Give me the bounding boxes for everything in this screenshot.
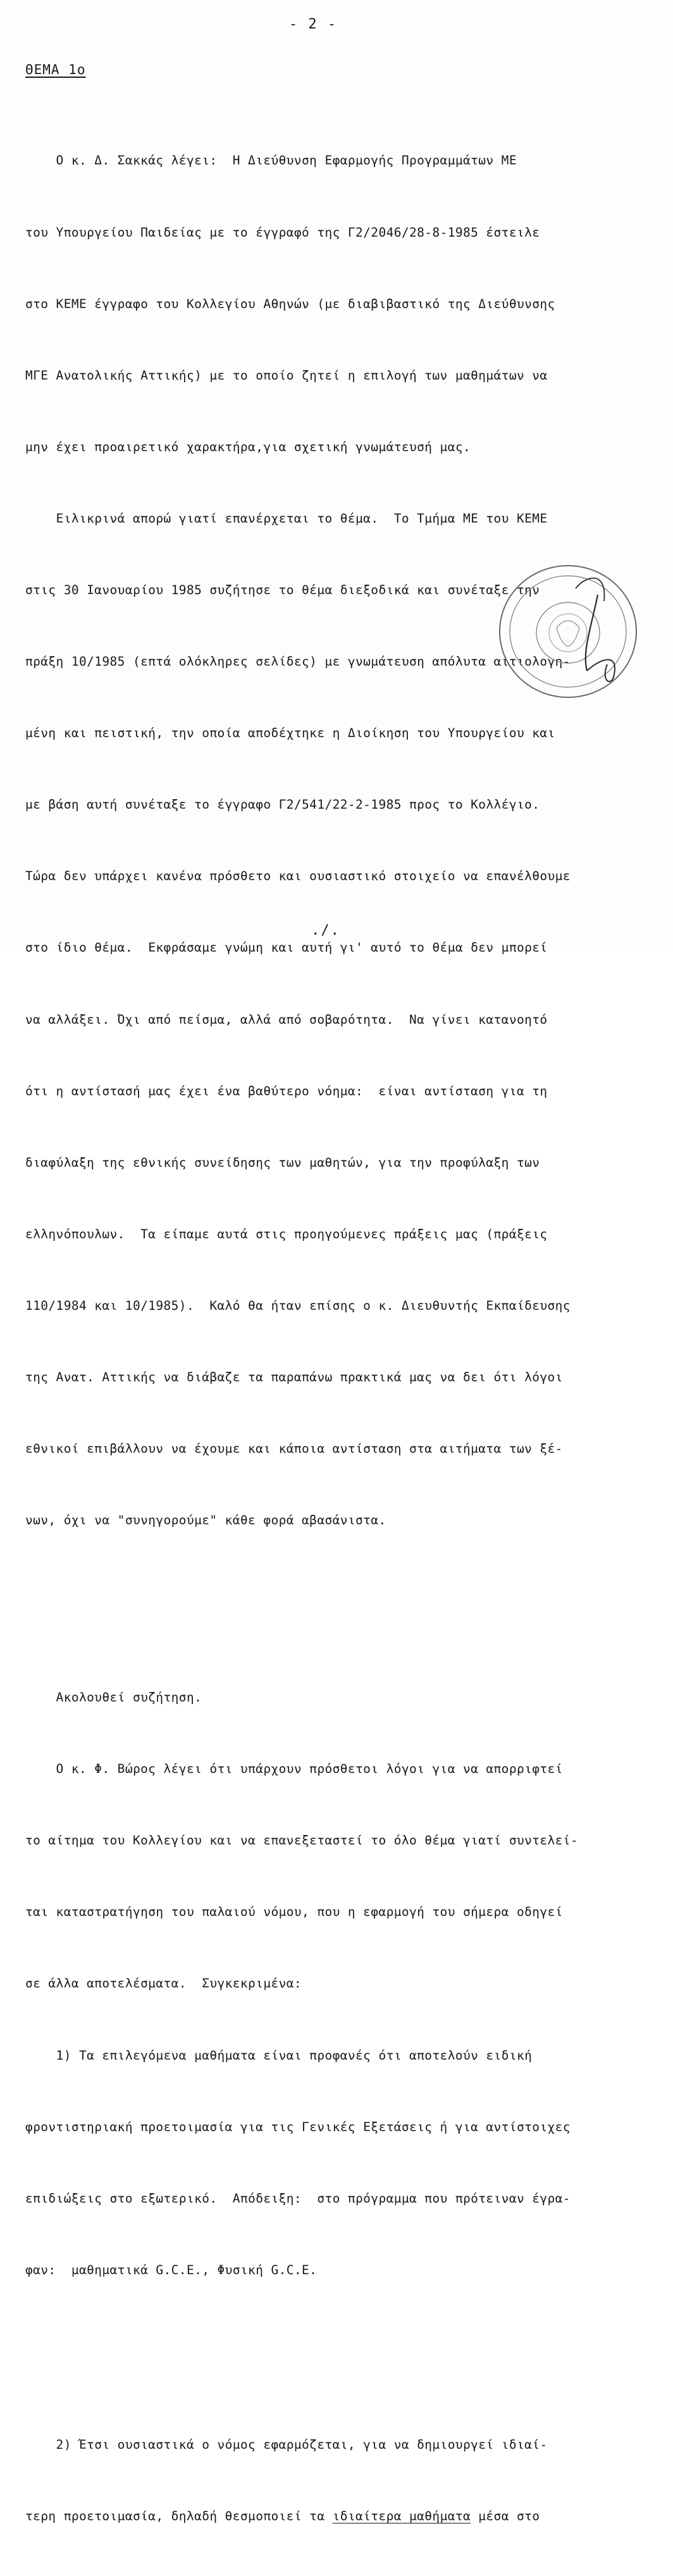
text-line: πράξη 10/1985 (επτά ολόκληρες σελίδες) με γνωμάτευση απόλυτα αιτιολογη- [25,654,571,669]
text-line: Ο κ. Δ. Σακκάς λέγει: Η Διεύθυνση Εφαρμογής Προγραμμάτων ΜΕ [25,153,517,168]
text-line: εθνικοί επιβάλλουν να έχουμε και κάποια αντίσταση στα αιτήματα των ξέ- [25,1441,563,1457]
text-line: 110/1984 και 10/1985). Καλό θα ήταν επίσης ο κ. Διευθυντής Εκπαίδευσης [25,1298,571,1313]
text-line: διαφύλαξη της εθνικής συνείδησης των μαθητών, για την προφύλαξη των [25,1155,540,1170]
text-line-last [25,2504,651,2529]
text-line: ότι η αντίστασή μας έχει ένα βαθύτερο νόημα: είναι αντίσταση για τη [25,1083,548,1098]
continuation-mark: ./. [311,923,340,938]
text-line: φροντιστηριακή προετοιμασία για τις Γενικές Εξετάσεις ή για αντίστοιχες [25,2119,571,2134]
text-line: της Ανατ. Αττικής να διάβαζε τα παραπάνω πρακτικά μας να δει ότι λόγοι [25,1370,563,1384]
text-line: φαν: μαθηματικά G.C.E., Φυσική G.C.E. [25,2262,318,2277]
text-line: σε άλλα αποτελέσματα. Συγκεκριμένα: [25,1976,302,1991]
text-line: στο ίδιο θέμα. Εκφράσαμε γνώμη και αυτή γι' αυτό το θέμα δεν μπορεί [25,940,548,955]
text-line: με βάση αυτή συνέταξε το έγγραφο Γ2/541/22-2-1985 προς το Κολλέγιο. [25,797,540,812]
page-number: - 2 - [288,16,338,32]
text-line: στο ΚΕΜΕ έγγραφο του Κολλεγίου Αθηνών (με διαβιβαστικό της Διεύθυνσης [25,296,555,311]
text-line: το αίτημα του Κολλεγίου και να επανεξεταστεί το όλο θέμα γιατί συντελεί- [25,1833,579,1848]
text-line: Ειλικρινά απορώ γιατί επανέρχεται το θέμα. Το Τμήμα ΜΕ του ΚΕΜΕ [25,511,548,526]
text-line: ΜΓΕ Ανατολικής Αττικής) με το οποίο ζητεί η επιλογή των μαθημάτων να [25,368,548,383]
text-line: μην έχει προαιρετικό χαρακτήρα,για σχετική γνωμάτευσή μας. [25,439,471,454]
text-segment: μέσα στο [471,2508,540,2523]
text-line: ται καταστρατήγηση του παλαιού νόμου, που η εφαρμογή του σήμερα οδηγεί [25,1905,563,1920]
text-line: ελληνόπουλων. Τα είπαμε αυτά στις προηγούμενες πράξεις μας (πράξεις [25,1226,548,1241]
section-heading: ΘΕΜΑ 1ο [25,62,86,77]
text-line: 1) Τα επιλεγόμενα μαθήματα είναι προφανές ότι αποτελούν ειδική [25,2048,533,2063]
text-segment: τερη προετοιμασία, δηλαδή θεσμοποιεί τα [25,2508,333,2523]
official-seal-stamp [481,551,645,702]
underlined-phrase: ιδιαίτερα μαθήματα [332,2508,471,2523]
text-line: 2) Έτσι ουσιαστικά ο νόμος εφαρμόζεται, για να δημιουργεί ιδιαί- [25,2437,548,2452]
text-line: Τώρα δεν υπάρχει κανένα πρόσθετο και ουσιαστικό στοιχείο να επανέλθουμε [25,869,571,884]
text-line: Ακολουθεί συζήτηση. [25,1690,202,1705]
text-line: επιδιώξεις στο εξωτερικό. Απόδειξη: στο πρόγραμμα που πρότειναν έγρα- [25,2191,571,2206]
text-line: να αλλάξει. Όχι από πείσμα, αλλά από σοβαρότητα. Να γίνει κατανοητό [25,1012,548,1027]
text-line: Ο κ. Φ. Βώρος λέγει ότι υπάρχουν πρόσθετοι λόγοι για να απορριφτεί [25,1762,563,1777]
body-text [25,101,651,2576]
text-line: του Υπουργείου Παιδείας με το έγγραφό της Γ2/2046/28-8-1985 έστειλε [25,225,540,240]
text-line: μένη και πειστική, την οποία αποδέχτηκε η Διοίκηση του Υπουργείου και [25,726,555,741]
text-line: στις 30 Ιανουαρίου 1985 συζήτησε το θέμα διεξοδικά και συνέταξε την [25,582,540,597]
text-line: νων, όχι να "συνηγορούμε" κάθε φορά αβασάνιστα. [25,1513,386,1528]
